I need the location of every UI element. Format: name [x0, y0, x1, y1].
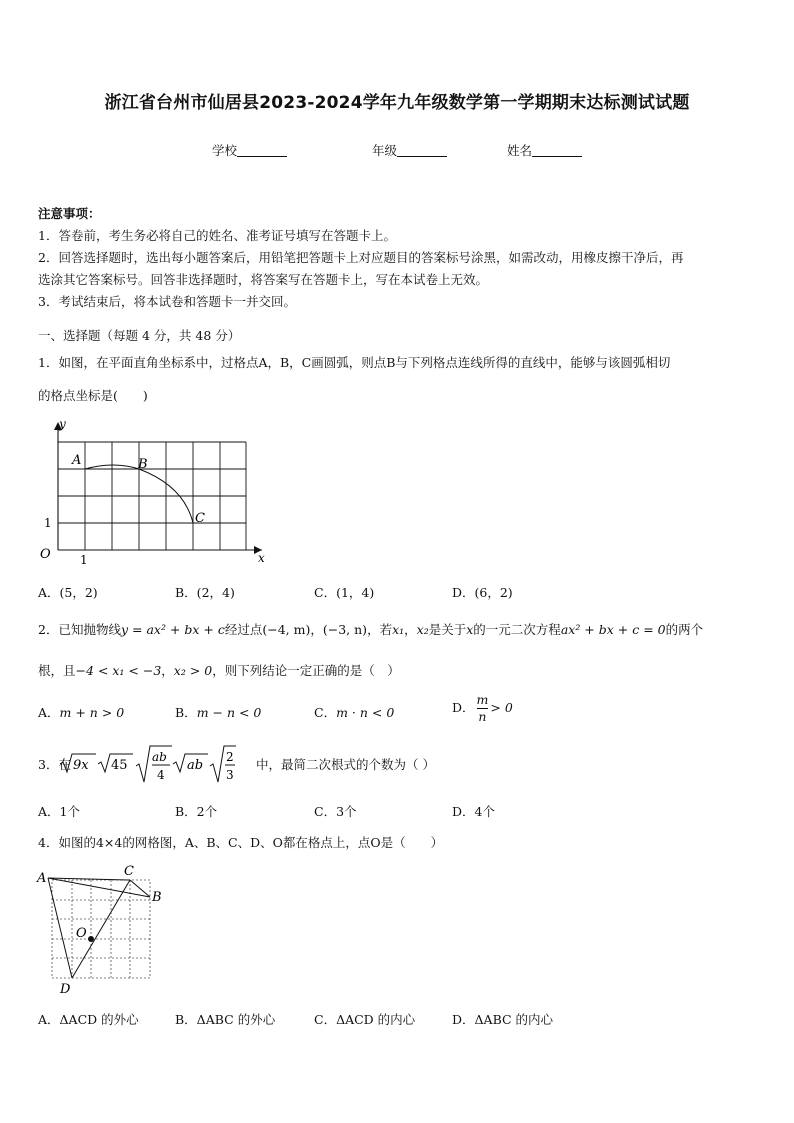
- y-tick-label: 1: [44, 516, 52, 530]
- q2-text: ，若: [367, 622, 393, 637]
- notes-block: [38, 203, 758, 313]
- radicand: 45: [111, 758, 128, 773]
- point-c-label: C: [195, 511, 205, 526]
- q2-point1: (−4, m): [262, 622, 311, 637]
- q2-text: ，则下列结论一定正确的是（ ）: [212, 663, 400, 678]
- q2-line2: [38, 661, 400, 679]
- q2-equation2: ax² + bx + c = 0: [560, 622, 666, 637]
- grade-field: [372, 141, 447, 159]
- y-axis-label: y: [59, 417, 66, 431]
- q4-figure: [34, 860, 174, 998]
- q3-option-c[interactable]: C．3个: [314, 804, 357, 819]
- option-math: > 0: [490, 700, 513, 715]
- q2-text: 根，且: [38, 663, 76, 678]
- q2-text: 2．已知抛物线: [38, 622, 121, 637]
- point-d-label: D: [60, 982, 71, 997]
- q2-point2: (−3, n): [322, 622, 368, 637]
- q2-line1: [38, 620, 703, 638]
- q1-line2: 的格点坐标是( ): [38, 388, 148, 403]
- x-axis-label: x: [258, 551, 265, 565]
- note-item: 选涂其它答案标号。回答非选择题时，将答案写在答题卡上，写在本试卷上无效。: [38, 272, 489, 287]
- q2-x1: x₁: [392, 622, 405, 637]
- name-label: 姓名: [507, 143, 533, 158]
- note-item: 3．考试结束后，将本试卷和答题卡一并交回。: [38, 294, 296, 309]
- option-math: m · n < 0: [336, 705, 395, 720]
- point-a-label: A: [72, 453, 82, 468]
- q3-text: 中，最简二次根式的个数为（ ）: [256, 757, 435, 772]
- notes-heading: 注意事项：: [38, 206, 101, 221]
- name-blank: [532, 144, 582, 157]
- q2-x2: x₂: [416, 622, 429, 637]
- name-field: [507, 141, 582, 159]
- point-b-label: B: [138, 457, 148, 472]
- q2-text: 经过点: [224, 622, 263, 637]
- note-item: 2．回答选择题时，选出每小题答案后，用铅笔把答题卡上对应题目的答案标号涂黑，如需改动，用橡皮擦干净后，再: [38, 250, 684, 265]
- option-letter: B．: [175, 705, 197, 720]
- option-math: m − n < 0: [196, 705, 262, 720]
- point-c-label: C: [124, 864, 134, 879]
- option-letter: C．: [314, 705, 337, 720]
- q2-text: ，: [310, 622, 323, 637]
- q2-condition1: −4 < x₁ < −3: [75, 663, 162, 678]
- origin-label: O: [40, 547, 51, 562]
- point-b-label: B: [152, 890, 162, 905]
- x-tick-label: 1: [80, 553, 88, 566]
- q4-option-b[interactable]: B．ΔABC 的外心: [175, 1012, 276, 1027]
- q3-option-d[interactable]: D．4个: [452, 804, 495, 819]
- radicand: ab: [187, 758, 204, 773]
- q4-text: 4．如图的4×4的网格图，A、B、C、D、O都在格点上，点O是（ ）: [38, 835, 444, 850]
- point-o-dot: [88, 936, 94, 942]
- q4-option-d[interactable]: D．ΔABC 的内心: [452, 1012, 554, 1027]
- fraction-m-over-n: [477, 692, 489, 725]
- q1-figure: [34, 416, 274, 566]
- q2-option-b[interactable]: [175, 703, 261, 721]
- q3-option-a[interactable]: A．1个: [38, 804, 80, 819]
- q4-option-a[interactable]: A．ΔACD 的外心: [38, 1012, 139, 1027]
- grade-label: 年级: [372, 143, 398, 158]
- grade-blank: [397, 144, 447, 157]
- q1-option-b[interactable]: B．(2，4): [175, 585, 235, 600]
- q4-option-c[interactable]: C．ΔACD 的内心: [314, 1012, 416, 1027]
- q2-text: 的一元二次方程: [473, 622, 561, 637]
- q2-text: 的两个: [665, 622, 704, 637]
- radicand-denominator: 4: [157, 768, 165, 782]
- point-a-label: A: [37, 871, 47, 886]
- q3-radicals: [60, 744, 250, 784]
- q2-option-a[interactable]: [38, 703, 124, 721]
- option-letter: A．: [38, 705, 60, 720]
- point-o-label: O: [76, 926, 87, 941]
- section-heading: 一、选择题（每题 4 分，共 48 分）: [38, 328, 241, 343]
- radicand-numerator: ab: [152, 750, 167, 764]
- q2-option-d[interactable]: [452, 692, 513, 725]
- fraction-numerator: m: [476, 692, 489, 707]
- q3-text: 3．在: [38, 757, 71, 772]
- q2-condition2: x₂ > 0: [173, 663, 213, 678]
- q2-text: ，: [161, 663, 174, 678]
- q2-text: 是关于: [428, 622, 467, 637]
- school-field: [212, 141, 287, 159]
- q1-option-c[interactable]: C．(1，4): [314, 585, 375, 600]
- radicand: 9x: [73, 758, 89, 773]
- page-title: 浙江省台州市仙居县2023-2024学年九年级数学第一学期期末达标测试试题: [104, 93, 690, 113]
- school-label: 学校: [212, 143, 238, 158]
- radicand-denominator: 3: [226, 768, 234, 782]
- q2-option-c[interactable]: [314, 703, 394, 721]
- option-letter: D．: [452, 700, 475, 715]
- q3-option-b[interactable]: B．2个: [175, 804, 218, 819]
- q1-option-a[interactable]: A．(5，2): [38, 585, 98, 600]
- q2-text: ，: [404, 622, 417, 637]
- radicand-numerator: 2: [226, 750, 234, 764]
- school-blank: [237, 144, 287, 157]
- q1-line1: 1．如图，在平面直角坐标系中，过格点A，B，C画圆弧，则点B与下列格点连线所得的直线中，能够与该圆弧相切: [38, 355, 671, 370]
- note-item: 1．答卷前，考生务必将自己的姓名、准考证号填写在答题卡上。: [38, 228, 396, 243]
- q2-x: x: [466, 622, 474, 637]
- q2-equation: y = ax² + bx + c: [120, 622, 225, 637]
- option-math: m + n > 0: [59, 705, 125, 720]
- fraction-denominator: n: [478, 709, 487, 724]
- q1-option-d[interactable]: D．(6，2): [452, 585, 513, 600]
